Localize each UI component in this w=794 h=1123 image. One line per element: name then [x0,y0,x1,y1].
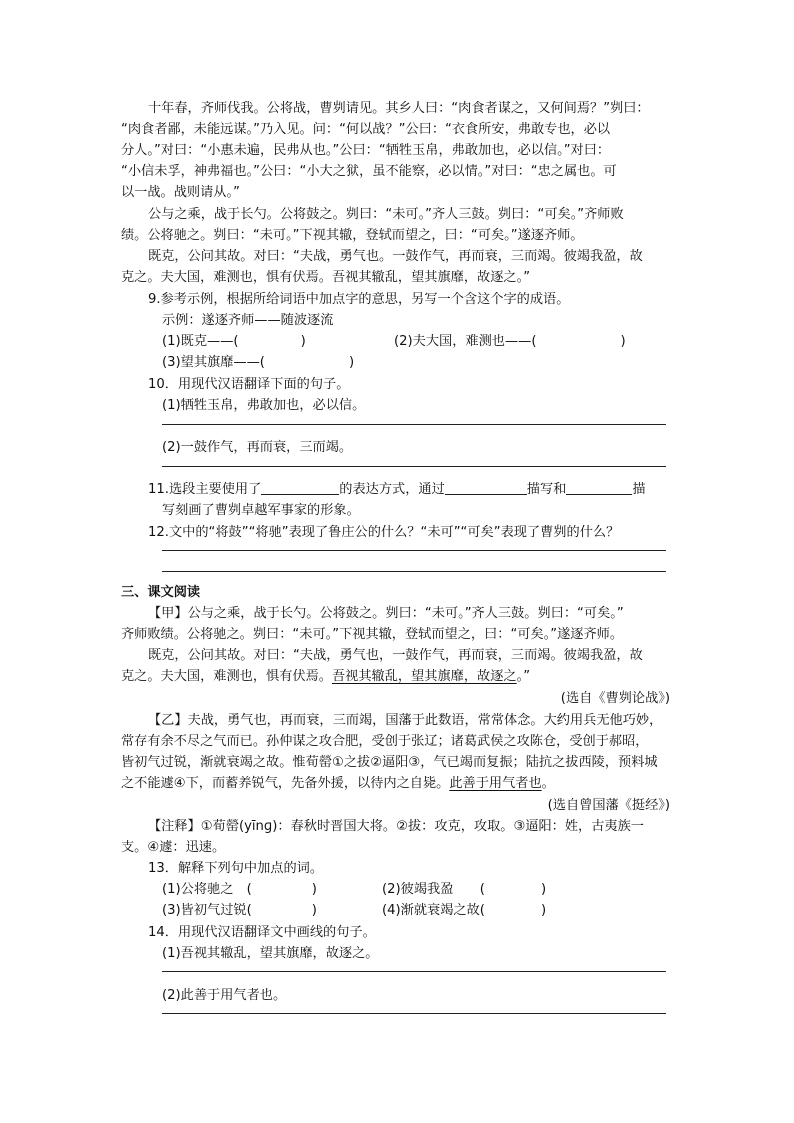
annotation-line [148,816,644,837]
jia-text: 公与之乘，战于长勺。公将鼓之。刿曰：“未可。”齐人三鼓。刿曰：“可矣。” [187,606,624,621]
source-citation: (选自曾国藩《挺经》) [547,798,670,813]
passage-line: 克之。夫大国，难测也，惧有伏焉。吾视其辙乱，望其旗靡，故逐之。” [121,270,531,285]
passage-jia-line [121,666,530,687]
paren-close: ) [311,903,317,918]
passage-line: 既克，公问其故。对曰：“夫战，勇气也。一鼓作气，再而衰，三而竭。彼竭我盈，故 [148,249,643,264]
question-11-line-2: 写刻画了曹刿卓越军事家的形象。 [162,503,360,518]
passage-jia-line: 既克，公问其故。对曰：“夫战，勇气也，一鼓作气，再而衰，三而竭。彼竭我盈，故 [148,648,643,663]
passage-line: 绩。公将驰之。刿曰：“未可。”下视其辙，登轼而望之，曰：“可矣。”遂逐齐师。 [121,228,584,243]
question-10-item-1: (1)牺牲玉帛，弗敢加也，必以信。 [162,398,366,413]
yi-text: 夫战，勇气也，再而衰，三而竭，国藩于此数语，常常体念。大约用兵无他巧妙， [187,713,663,728]
question-13-item-2 [382,879,546,900]
item-label: (3)望其旗靡——( [162,355,265,370]
paren-close: ) [620,334,626,349]
passage-line: 分人。”对曰：“小惠未遍，民弗从也。”公曰：“牺牲玉帛，弗敢加也，必以信。”对曰： [121,143,611,158]
passage-line: “肉食者鄙，未能远谋。”乃入见。问：“何以战？”公曰：“衣食所安，弗敢专也，必以 [121,122,611,137]
underlined-sentence: 此善于用气者也 [449,776,542,791]
q11-text: 的表达方式，通过 [339,482,445,497]
answer-line[interactable] [162,1013,666,1014]
source-citation: (选自《曹刿论战》) [560,691,670,706]
paren-close: ) [300,334,306,349]
yi-text: 之不能遽④下，而蓄养锐气，先备外援，以待内之自毙。 [121,776,450,791]
question-14-item-1: (1)吾视其辙乱，望其旗靡，故逐之。 [162,946,379,961]
passage-yi-line: 皆初气过锐，渐就衰竭之故。惟荀罃①之拔②逼阳③，气已竭而复振；陆抗之拔西陵，预料城 [121,755,658,770]
annotation-text: ①荀罃(yīnɡ)：春秋时晋国大将。②拔：攻克，攻取。③逼阳：姓，古夷族一 [200,819,644,834]
paren-close: ) [540,882,547,897]
passage-yi-line: 常存有余不尽之气而已。孙仲谋之攻合肥，受创于张辽；诸葛武侯之攻陈仓，受创于郝昭， [121,734,649,749]
item-label: (2)夫大国，难测也——( [394,334,537,349]
annotation-line: 支。④遽：迅速。 [121,840,226,855]
question-9-item-3 [162,352,354,373]
jia-text: 。” [516,669,531,684]
question-13-item-4 [382,900,546,921]
paren-close: ) [348,355,355,370]
answer-blank[interactable] [261,480,339,495]
passage-jia-line [148,603,624,624]
passage-yi-line [121,773,555,794]
answer-line[interactable] [162,971,666,972]
passage-line: “小信未孚，神弗福也。”公曰：“小大之狱，虽不能察，必以情。”对曰：“忠之属也。可 [121,164,617,179]
question-13-item-3 [162,900,317,921]
item-label: (1)既克——( [162,334,239,349]
answer-blank[interactable] [566,480,632,495]
answer-line[interactable] [162,424,666,425]
question-14-item-2: (2)此善于用气者也。 [162,988,287,1003]
paren-close: ) [540,903,547,918]
q11-text: 描写和 [526,482,567,497]
item-label: (2)彼竭我盈 ( [382,882,485,897]
answer-line[interactable] [162,550,666,551]
question-10-item-2: (2)一鼓作气，再而衰，三而竭。 [162,440,353,455]
answer-blank[interactable] [445,480,527,495]
yi-text: 。 [541,776,555,791]
question-12-stem: 12.文中的“将鼓”“将驰”表现了鲁庄公的什么？“未可”“可矣”表现了曹刿的什么？ [148,525,620,540]
question-9-item-1 [162,331,306,352]
question-14-stem: 14．用现代汉语翻译文中画线的句子。 [148,925,376,940]
jia-marker: 【甲】 [148,606,188,621]
item-label: (3)皆初气过锐( [162,903,252,918]
answer-line[interactable] [162,571,666,572]
q11-text: 11.选段主要使用了 [148,482,262,497]
question-9-stem: 9.参考示例，根据所给词语中加点字的意思，另写一个含这个字的成语。 [148,292,570,307]
q11-text: 描 [632,482,646,497]
yi-marker: 【乙】 [148,713,188,728]
underlined-sentence: 吾视其辙乱，望其旗靡，故逐之 [332,669,517,684]
item-label: (1)公将驰之 ( [162,882,252,897]
annotation-marker: 【注释】 [148,819,201,834]
jia-text: 克之。夫大国，难测也，惧有伏焉。 [121,669,332,684]
section-heading: 三、课文阅读 [121,585,201,600]
passage-line: 十年春，齐师伐我。公将战，曹刿请见。其乡人曰：“肉食者谋之，又何间焉？”刿曰： [148,101,650,116]
passage-line: 以一战。战则请从。” [121,185,240,200]
answer-line[interactable] [162,466,666,467]
passage-line: 公与之乘，战于长勺。公将鼓之。刿曰：“未可。”齐人三鼓。刿曰：“可矣。”齐师败 [148,207,624,222]
question-11-line-1 [148,479,646,500]
passage-yi-line [148,710,662,731]
question-9-item-2 [394,331,626,352]
question-9-example: 示例：遂逐齐师——随波逐流 [162,313,334,328]
passage-jia-line: 齐师败绩。公将驰之。刿曰：“未可。”下视其辙，登轼而望之，曰：“可矣。”遂逐齐师。 [121,627,624,642]
question-13-stem: 13．解释下列句中加点的词。 [148,861,324,876]
item-label: (4)渐就衰竭之故( [382,903,485,918]
question-13-item-1 [162,879,317,900]
question-10-stem: 10．用现代汉语翻译下面的句子。 [148,377,350,392]
paren-close: ) [311,882,317,897]
